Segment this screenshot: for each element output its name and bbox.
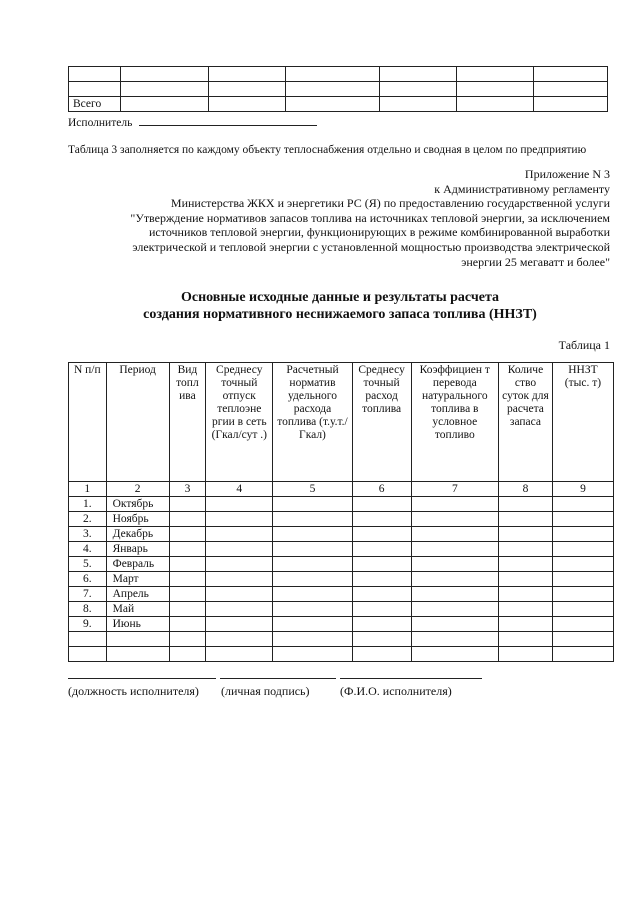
row-number: 9. [69,617,107,632]
appendix-service-title-4: энергии 25 мегаватт и более" [461,254,610,269]
fio-label: (Ф.И.О. исполнителя) [340,684,452,698]
row-period: Март [106,572,169,587]
document-title [0,289,640,323]
appendix-header [130,167,610,269]
row-period: Февраль [106,557,169,572]
header-cell: Вид топл ива [169,363,206,482]
table-row [69,97,608,112]
row-period: Апрель [106,587,169,602]
table-note: Таблица 3 заполняется по каждому объекту теплоснабжения отдельно и сводная в целом по предприятию [68,144,587,156]
table-row [69,617,614,632]
column-number: 8 [499,482,553,497]
column-number: 2 [106,482,169,497]
row-period: Июнь [106,617,169,632]
table-row [69,497,614,512]
column-number: 1 [69,482,107,497]
column-number: 3 [169,482,206,497]
personal-signature-line [220,678,336,679]
row-period: Ноябрь [106,512,169,527]
table-row [69,542,614,557]
column-number: 9 [552,482,613,497]
column-number: 7 [411,482,498,497]
summary-table [68,66,608,112]
row-number: 6. [69,572,107,587]
title-line-1: Основные исходные данные и результаты расчета [180,290,500,305]
table-row [69,527,614,542]
position-signature-line [68,678,216,679]
header-cell: Количе ство суток для расчета запаса [499,363,553,482]
header-cell: Среднесу точный отпуск теплоэне ргии в сеть (Гкал/сут .) [206,363,273,482]
appendix-service-title-2: источников тепловой энергии, функционирующих в режиме комбинированной выработки [148,225,610,240]
appendix-ministry: Министерства ЖКХ и энергетики РС (Я) по предоставлению государственной услуги [170,196,610,211]
header-cell: N п/п [69,363,107,482]
table-row [69,557,614,572]
nnzt-table [68,362,614,662]
executor-signature-line [139,114,317,126]
table-row [69,602,614,617]
row-number: 2. [69,512,107,527]
position-label: (должность исполнителя) [68,684,199,698]
appendix-service-title-1: "Утверждение нормативов запасов топлива на источниках тепловой энергии, за исключением [130,210,610,225]
appendix-number: Приложение N 3 [524,167,610,181]
fio-signature-line [340,678,482,679]
header-cell: Коэффициен т перевода натурального топлива в условное топливо [411,363,498,482]
table-row [69,512,614,527]
table-row [69,587,614,602]
table-row [69,647,614,662]
table-row [69,82,608,97]
row-period: Декабрь [106,527,169,542]
appendix-service-title-3: электрической и тепловой энергии с установленной мощностью производства электрической [132,239,610,254]
table-row [69,632,614,647]
header-row [69,363,614,482]
row-number: 5. [69,557,107,572]
row-period: Октябрь [106,497,169,512]
row-number: 8. [69,602,107,617]
appendix-regulation: к Административному регламенту [434,181,610,196]
column-number: 4 [206,482,273,497]
header-cell: Среднесу точный расход топлива [352,363,411,482]
executor-line [68,114,317,130]
row-number: 4. [69,542,107,557]
table-row [69,572,614,587]
table-row [69,67,608,82]
header-cell: Расчетный норматив удельного расхода топлива (т.у.т./Гкал) [273,363,352,482]
row-number: 7. [69,587,107,602]
row-number: 1. [69,497,107,512]
column-number-row [69,482,614,497]
column-number: 5 [273,482,352,497]
executor-label: Исполнитель [68,117,133,129]
row-period: Май [106,602,169,617]
row-number: 3. [69,527,107,542]
header-cell: Период [106,363,169,482]
signature-label: (личная подпись) [221,684,310,698]
row-period: Январь [106,542,169,557]
column-number: 6 [352,482,411,497]
title-line-2: создания нормативного неснижаемого запаса топлива (ННЗТ) [143,307,537,322]
header-cell: ННЗТ (тыс. т) [552,363,613,482]
total-label: Всего [69,97,121,112]
table-label: Таблица 1 [558,338,610,352]
